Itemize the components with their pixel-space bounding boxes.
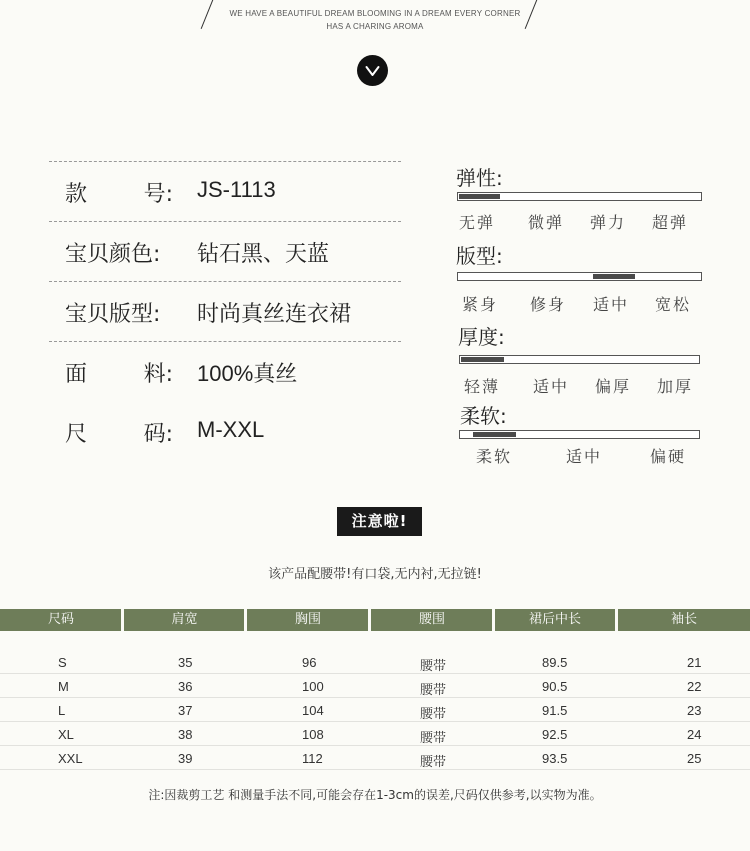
attr-option: 适中 (593, 295, 630, 314)
column-header: 裙后中长 (528, 612, 581, 627)
table-cell: 39 (178, 751, 193, 766)
table-cell: 38 (178, 727, 193, 742)
attr-option: 适中 (533, 377, 570, 396)
attr-option: 紧身 (462, 295, 499, 314)
column-header: 尺码 (47, 612, 74, 627)
attr-option: 适中 (566, 447, 603, 466)
spec-label: 面 料: (65, 362, 173, 387)
spec-value: 时尚真丝连衣裙 (197, 301, 352, 326)
row-divider (0, 721, 750, 722)
table-cell: 23 (687, 703, 702, 718)
attr-option: 超弹 (652, 213, 689, 232)
softness-scale-bar (459, 430, 700, 439)
elasticity-scale-fill (459, 194, 500, 199)
spec-value: JS-1113 (197, 177, 276, 202)
table-cell: 91.5 (542, 703, 568, 718)
attr-option: 弹力 (590, 213, 627, 232)
table-cell: 22 (687, 679, 702, 694)
notice-badge: 注意啦! (337, 507, 422, 536)
table-cell: 36 (178, 679, 193, 694)
attr-title-elasticity: 弹性: (456, 166, 503, 190)
spec-label: 宝贝版型: (65, 302, 161, 327)
column-header: 肩宽 (171, 612, 198, 627)
table-row (0, 655, 750, 679)
spec-label: 尺 码: (65, 422, 173, 447)
table-cell: 89.5 (542, 655, 568, 670)
table-cell: 腰带 (420, 658, 447, 673)
table-cell: 93.5 (542, 751, 568, 766)
notice-text: 该产品配腰带!有口袋,无内衬,无拉链! (268, 567, 482, 582)
column-header: 腰围 (418, 612, 445, 627)
table-cell: 腰带 (420, 730, 447, 745)
table-cell: XL (58, 727, 74, 742)
table-cell: XXL (58, 751, 83, 766)
fit-scale-fill (593, 274, 635, 279)
row-divider (0, 673, 750, 674)
spec-row-fit (49, 281, 401, 341)
softness-scale-fill (473, 432, 516, 437)
attr-option: 宽松 (655, 295, 692, 314)
slogan-line-2: HAS A CHARING AROMA (326, 22, 424, 31)
spec-label: 宝贝颜色: (65, 242, 161, 267)
size-footnote: 注:因裁剪工艺 和测量手法不同,可能会存在1-3cm的误差,尺码仅供参考,以实物为准。 (148, 788, 602, 802)
table-cell: 腰带 (420, 754, 447, 769)
table-row (0, 751, 750, 775)
size-table-header (0, 609, 750, 631)
table-cell: 腰带 (420, 706, 447, 721)
thickness-scale-bar (459, 355, 700, 364)
spec-value: M-XXL (197, 417, 265, 442)
table-cell: 腰带 (420, 682, 447, 697)
spec-value: 钻石黑、天蓝 (197, 241, 330, 266)
table-row (0, 679, 750, 703)
spec-value: 100%真丝 (197, 361, 298, 386)
chevron-down-icon (357, 55, 388, 86)
attr-option: 偏厚 (595, 377, 632, 396)
table-cell: 96 (302, 655, 317, 670)
column-header: 袖长 (670, 612, 697, 627)
attr-title-softness: 柔软: (460, 404, 507, 428)
fit-scale-bar (457, 272, 702, 281)
attr-option: 无弹 (459, 213, 496, 232)
spec-label: 款 号: (65, 182, 173, 207)
slogan-line-1: WE HAVE A BEAUTIFUL DREAM BLOOMING IN A DREAM EVERY CORNER (229, 9, 521, 18)
table-cell: 35 (178, 655, 193, 670)
attr-title-thickness: 厚度: (458, 325, 505, 349)
row-divider (0, 769, 750, 770)
attr-title-fit: 版型: (456, 244, 503, 268)
spec-row-color (49, 221, 401, 281)
table-cell: 24 (687, 727, 702, 742)
spec-row-style-no (49, 161, 401, 221)
table-cell: 90.5 (542, 679, 568, 694)
attr-option: 柔软 (476, 447, 513, 466)
spec-row-size (49, 401, 401, 461)
thickness-scale-fill (461, 357, 504, 362)
attr-option: 加厚 (657, 377, 694, 396)
attr-option: 偏硬 (650, 447, 687, 466)
table-row (0, 727, 750, 751)
attr-option: 微弹 (528, 213, 565, 232)
table-cell: 108 (302, 727, 324, 742)
row-divider (0, 745, 750, 746)
decorative-slash-left (201, 0, 215, 29)
row-divider (0, 697, 750, 698)
table-cell: 37 (178, 703, 193, 718)
table-cell: L (58, 703, 66, 718)
column-header: 胸围 (294, 612, 321, 627)
table-cell: 25 (687, 751, 702, 766)
table-cell: S (58, 655, 67, 670)
table-cell: M (58, 679, 69, 694)
table-cell: 92.5 (542, 727, 568, 742)
spec-row-fabric (49, 341, 401, 401)
table-cell: 104 (302, 703, 324, 718)
table-cell: 100 (302, 679, 324, 694)
attr-option: 修身 (530, 295, 567, 314)
table-row (0, 703, 750, 727)
table-cell: 21 (687, 655, 702, 670)
table-cell: 112 (302, 751, 323, 766)
header-slogan (220, 7, 530, 33)
elasticity-scale-bar (457, 192, 702, 201)
attr-option: 轻薄 (464, 377, 501, 396)
